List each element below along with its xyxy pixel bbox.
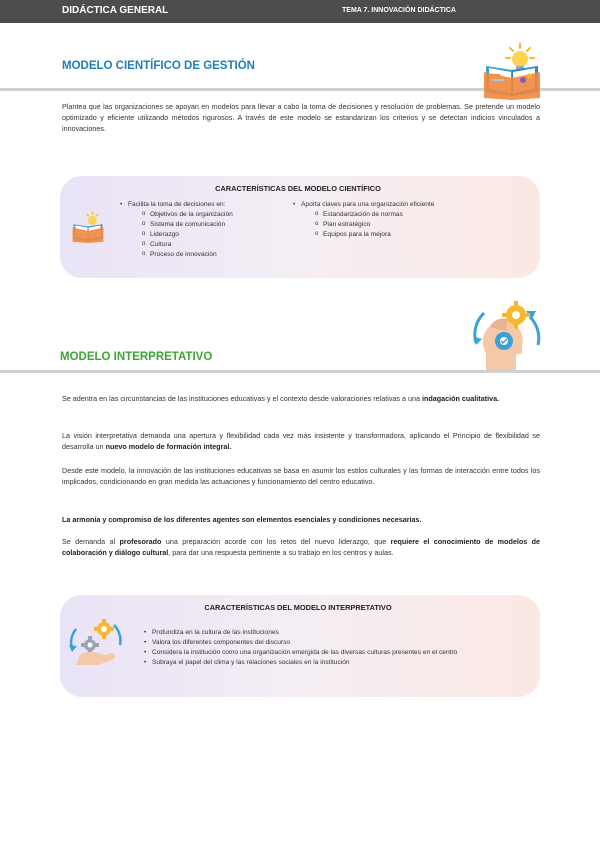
text: La visión interpretativa demanda una apertura y flexibilidad cada vez más insistente y transformadora, aplicando el Principio de flexibilidad se desarrolla un: [62, 431, 540, 451]
list-item: • Valora los diferentes componentes del discurso: [144, 638, 534, 648]
card-interpretativo: [60, 595, 540, 697]
sub-item: o Objetivos de la organización: [142, 210, 300, 220]
sub-item: o Cultura: [142, 240, 300, 250]
card-title-interpretativo: CARACTERÍSTICAS DEL MODELO INTERPRETATIVO: [204, 603, 392, 612]
list-organizacion: [293, 200, 513, 240]
bold-text: indagación cualitativa.: [421, 394, 500, 403]
list-item: [120, 200, 300, 260]
card-cientifico: [60, 176, 540, 278]
list-item: • Profundiza en la cultura de las instituciones: [144, 628, 534, 638]
sub-item: o Equipos para la mejora: [315, 230, 513, 240]
section-title-cientifico: MODELO CIENTÍFICO DE GESTIÓN: [62, 60, 255, 72]
paragraph-2: [62, 430, 540, 452]
text: una preparación acorde con los retos del nuevo liderazgo, que: [161, 537, 391, 546]
header-bar: [0, 0, 600, 23]
list-item: • Subraya el papel del clima y las relaciones sociales en la institución: [144, 658, 534, 668]
bold-text: La armonía y compromiso de los diferentes agentes son elementos esenciales y condiciones necesarias.: [62, 515, 422, 524]
hand-gears-icon: [68, 615, 124, 665]
paragraph-1: [62, 393, 540, 404]
sub-item: o Proceso de innovación: [142, 250, 300, 260]
list-item: • Considera la institución como una organización emergida de las diversas culturas presentes en el centro: [144, 648, 534, 658]
text: Se adentra en las circunstancias de las instituciones educativas y el contexto desde valoraciones relativas a una: [62, 394, 422, 403]
paragraph-4: [62, 514, 540, 525]
paragraph-cientifico: Plantea que las organizaciones se apoyan en modelos para llevar a cabo la toma de decisiones y resolución de problemas. Se pretende un modelo optimizado y eficiente utilizando métodos rigurosos. A través de este modelo se estandarizan los criterios y se detectan indicios vinculados a innovaciones.: [62, 102, 540, 133]
bold-text: nuevo modelo de formación integral.: [105, 442, 232, 451]
list-decisiones: [120, 200, 300, 260]
card-title-cientifico: CARACTERÍSTICAS DEL MODELO CIENTÍFICO: [215, 184, 381, 193]
book-lightbulb-icon: [482, 42, 542, 100]
sub-item: o Liderazgo: [142, 230, 300, 240]
paragraph-5: [62, 536, 540, 558]
sub-item: o Sistema de comunicación: [142, 220, 300, 230]
subject-title: DIDÁCTICA GENERAL: [62, 5, 169, 16]
topic-title: TEMA 7. INNOVACIÓN DIDÁCTICA: [342, 7, 456, 14]
section-divider: [0, 370, 600, 373]
list-item: [293, 200, 513, 240]
list-interpretativo: [144, 628, 534, 668]
sub-item: o Plan estratégico: [315, 220, 513, 230]
list-label: Aporta claves para una organización eficiente: [301, 201, 435, 208]
head-gears-icon: [470, 297, 544, 371]
bold-text: requiere el conocimiento de modelos de colaboración y diálogo cultural: [62, 537, 540, 557]
bold-text: profesorado: [119, 537, 162, 546]
text: , para dar una respuesta pertinente a su trabajo en los centros y aulas.: [168, 548, 394, 557]
book-lightbulb-icon: [71, 211, 105, 243]
paragraph-3: Desde este modelo, la innovación de las instituciones educativas se basa en asumir los estilos culturales y las formas de interacción entre todos los implicados, condicionando en gran medida las actuaciones y funcionamiento del centro educativo.: [62, 466, 540, 486]
list-label: Facilita la toma de decisiones en:: [128, 201, 226, 208]
section-title-interpretativo: MODELO INTERPRETATIVO: [60, 351, 213, 363]
text: Se demanda al: [62, 537, 120, 546]
sub-item: o Estandarización de normas: [315, 210, 513, 220]
